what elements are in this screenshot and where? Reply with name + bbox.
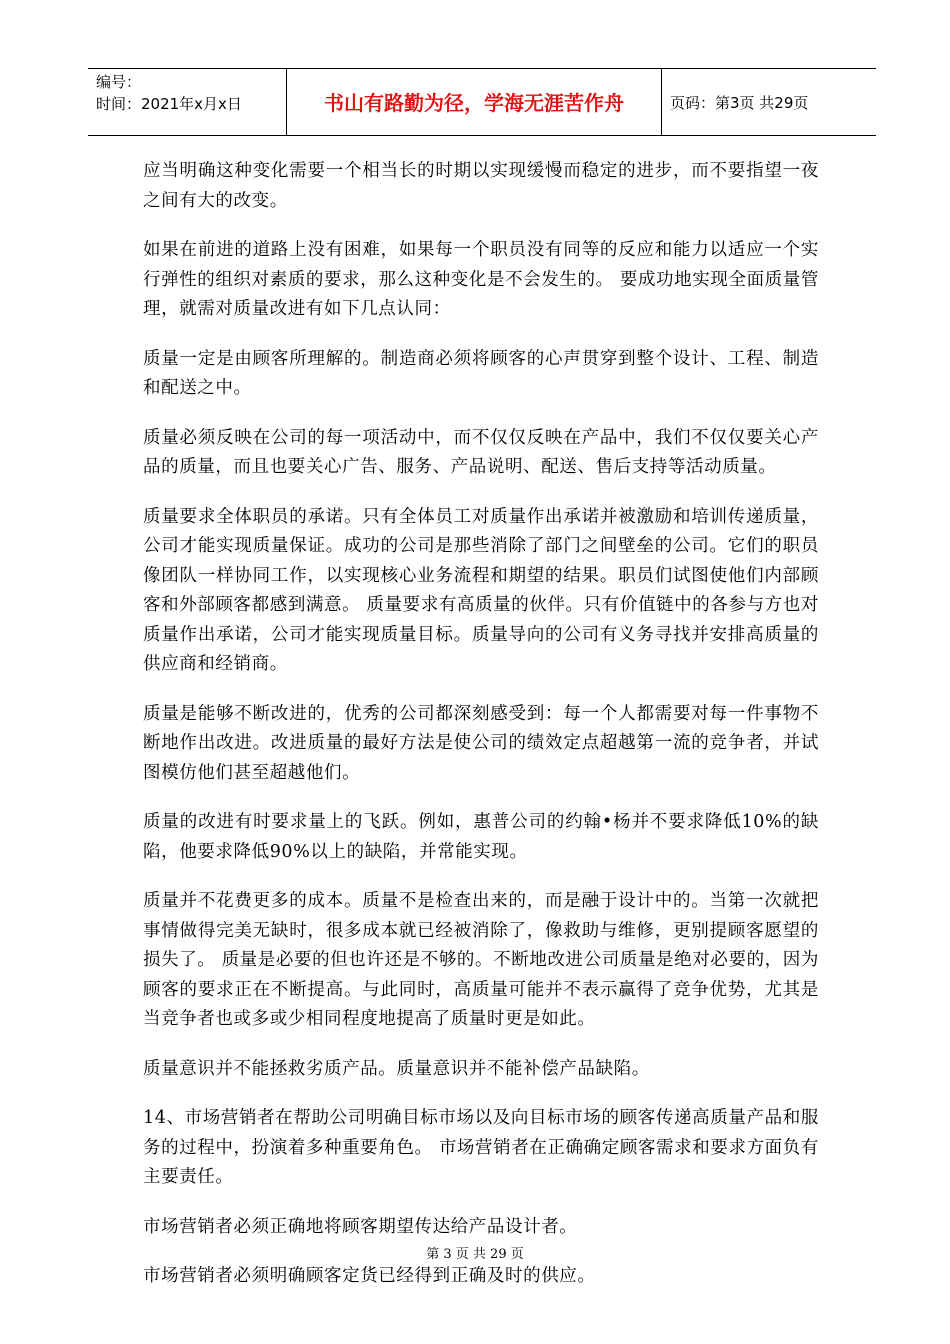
body-paragraph: 市场营销者必须明确顾客定货已经得到正确及时的供应。 xyxy=(143,1266,596,1286)
body-paragraph: 如果在前进的道路上没有困难，如果每一个职员没有同等的反应和能力以适应一个实行弹性的组织对素质的要求，那么这种变化是不会发生的。 要成功地实现全面质量管理，就需对质量改进有如下几点认同： xyxy=(143,240,819,319)
page-header xyxy=(88,68,876,136)
document-date-label: 时间：2021年x月x日 xyxy=(96,95,242,113)
body-paragraph: 质量必须反映在公司的每一项活动中，而不仅仅反映在产品中，我们不仅仅要关心产品的质量，而且也要关心广告、服务、产品说明、配送、售后支持等活动质量。 xyxy=(143,427,819,477)
header-page-number: 页码：第3页 共29页 xyxy=(670,94,809,112)
body-paragraph: 质量一定是由顾客所理解的。制造商必须将顾客的心声贯穿到整个设计、工程、制造和配送之中。 xyxy=(143,348,819,398)
document-body xyxy=(143,157,819,1312)
document-number-label: 编号： xyxy=(96,73,142,91)
header-motto: 书山有路勤为径，学海无涯苦作舟 xyxy=(324,91,624,115)
body-paragraph: 质量是能够不断改进的，优秀的公司都深刻感受到：每一个人都需要对每一件事物不断地作出改进。改进质量的最好方法是使公司的绩效定点超越第一流的竞争者，并试图模仿他们甚至超越他们。 xyxy=(143,703,819,783)
body-paragraph: 质量并不花费更多的成本。质量不是检查出来的，而是融于设计中的。当第一次就把事情做得完美无缺时，很多成本就已经被消除了，像救助与维修，更别提顾客愿望的损失了。 质量是必要的但也许还是不够的。不断地改进公司质量是绝对必要的，因为顾客的要求正在不断提高。与此同时，高质量可能并不表示赢得了竞争优势，尤其是当竞争者也或多或少相同程度地提高了质量时更是如此。 xyxy=(143,891,819,1029)
body-paragraph: 市场营销者必须正确地将顾客期望传达给产品设计者。 xyxy=(143,1216,578,1237)
body-paragraph: 质量意识并不能拯救劣质产品。质量意识并不能补偿产品缺陷。 xyxy=(143,1058,650,1079)
body-paragraph: 质量要求全体职员的承诺。只有全体员工对质量作出承诺并被激励和培训传递质量，公司才能实现质量保证。成功的公司是那些消除了部门之间壁垒的公司。它们的职员像团队一样协同工作，以实现核心业务流程和期望的结果。职员们试图使他们内部顾客和外部顾客都感到满意。 质量要求有高质量的伙伴。只有价值链中的各参与方也对质量作出承诺，公司才能实现质量目标。质量导向的公司有义务寻找并安排高质量的供应商和经销商。 xyxy=(143,506,819,674)
body-paragraph: 质量的改进有时要求量上的飞跃。例如，惠普公司的约翰•杨并不要求降低10%的缺陷，他要求降低90%以上的缺陷，并常能实现。 xyxy=(143,812,819,862)
header-divider xyxy=(661,69,662,135)
body-paragraph: 14、市场营销者在帮助公司明确目标市场以及向目标市场的顾客传递高质量产品和服务的过程中，扮演着多种重要角色。 市场营销者在正确确定顾客需求和要求方面负有主要责任。 xyxy=(143,1108,819,1187)
body-paragraph: 应当明确这种变化需要一个相当长的时期以实现缓慢而稳定的进步，而不要指望一夜之间有大的改变。 xyxy=(143,161,819,211)
page-footer: 第 3 页 共 29 页 xyxy=(426,1247,524,1262)
header-meta xyxy=(96,71,286,115)
